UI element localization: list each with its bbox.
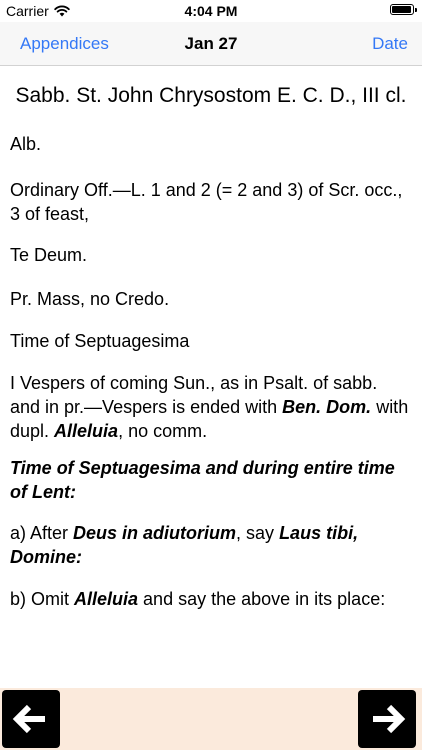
next-day-button[interactable]: [358, 690, 416, 748]
battery-icon: [390, 4, 414, 15]
paragraph-rule-b: [10, 587, 412, 611]
paragraph-mass: Pr. Mass, no Credo.: [10, 289, 170, 309]
text-bold-italic: Deus in adiutorium: [73, 523, 237, 543]
text-bold-italic: Alleluia: [74, 589, 139, 609]
text: , say: [236, 523, 280, 543]
navigation-bar: [0, 22, 422, 66]
battery-fill: [392, 6, 411, 13]
text-bold-italic: Ben. Dom.: [282, 397, 372, 417]
appendices-button[interactable]: Appendices: [20, 34, 109, 53]
date-button[interactable]: Date: [372, 34, 408, 53]
carrier-label: Carrier: [6, 3, 49, 19]
nav-title: Jan 27: [184, 34, 238, 53]
text-bold-italic: Laus tibi, Domine:: [10, 523, 359, 567]
text: I Vespers of coming Sun., as in Psalt. of sabb. and in pr.—Vespers is ended with: [10, 373, 378, 417]
paragraph-rule-a: [10, 521, 412, 569]
status-time: 4:04 PM: [184, 3, 238, 19]
text: , no comm.: [118, 421, 208, 441]
previous-day-button[interactable]: [2, 690, 60, 748]
text: and say the above in its place:: [138, 589, 386, 609]
text: a) After: [10, 523, 74, 543]
text: with dupl.: [10, 397, 409, 441]
paragraph-lent-heading: Time of Septuagesima and during entire time of Lent:: [10, 458, 395, 502]
arrow-left-icon: [9, 697, 53, 741]
content-scroll-area[interactable]: [0, 66, 422, 688]
arrow-right-icon: [365, 697, 409, 741]
paragraph-time-heading: Time of Septuagesima: [10, 331, 190, 351]
bottom-toolbar: [0, 688, 422, 750]
text: b) Omit: [10, 589, 75, 609]
content-title: Sabb. St. John Chrysostom E. C. D., III cl.: [15, 84, 407, 107]
paragraph-vespers: [10, 371, 412, 443]
paragraph-te-deum: Te Deum.: [10, 245, 88, 265]
status-bar: [0, 0, 422, 22]
paragraph-ordinary-office: Ordinary Off.—L. 1 and 2 (= 2 and 3) of Scr. occ., 3 of feast,: [10, 180, 403, 224]
text-bold-italic: Alleluia: [54, 421, 119, 441]
paragraph-vestment: Alb.: [10, 134, 42, 154]
